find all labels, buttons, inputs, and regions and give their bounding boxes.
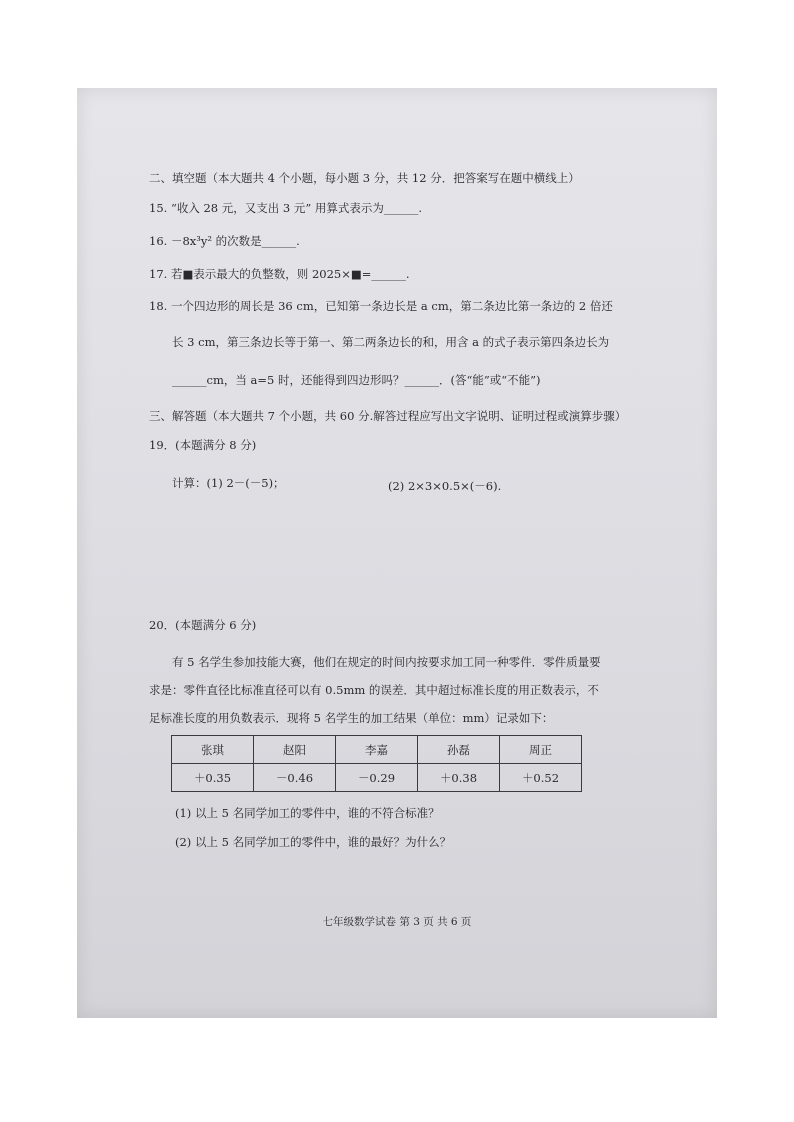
table-cell-name: 张琪	[172, 736, 254, 764]
table-cell-value: －0.46	[254, 764, 336, 792]
question-20-sub-2: (2) 以上 5 名同学加工的零件中，谁的最好？为什么？	[175, 835, 452, 849]
results-table	[171, 735, 582, 792]
table-cell-value: ＋0.38	[418, 764, 500, 792]
table-row	[172, 736, 582, 764]
table-cell-value: ＋0.52	[500, 764, 582, 792]
section3-heading: 三、解答题（本大题共 7 个小题，共 60 分.解答过程应写出文字说明、证明过程或演算步骤）	[149, 409, 627, 423]
section2-heading: 二、填空题（本大题共 4 个小题，每小题 3 分，共 12 分．把答案写在题中横线上）	[149, 171, 580, 185]
question-16: 16. －8x³y² 的次数是______.	[149, 234, 300, 248]
question-15: 15. “收入 28 元，又支出 3 元” 用算式表示为______.	[149, 201, 423, 215]
question-19-title: 19．(本题满分 8 分)	[149, 438, 257, 452]
question-18-line1: 18. 一个四边形的周长是 36 cm，已知第一条边长是 a cm，第二条边比第一条边的 2 倍还	[149, 299, 613, 313]
table-row	[172, 764, 582, 792]
exam-paper	[77, 88, 717, 1018]
question-19-calc-1: 计算：(1) 2－(－5)；	[172, 476, 285, 490]
table-cell-name: 赵阳	[254, 736, 336, 764]
question-20-line1: 有 5 名学生参加技能大赛，他们在规定的时间内按要求加工同一种零件．零件质量要	[172, 655, 601, 669]
page-footer: 七年级数学试卷 第 3 页 共 6 页	[322, 916, 472, 928]
question-20-title: 20．(本题满分 6 分)	[149, 618, 257, 632]
question-20-line3: 足标准长度的用负数表示．现将 5 名学生的加工结果（单位：mm）记录如下：	[149, 711, 554, 725]
table-cell-name: 周正	[500, 736, 582, 764]
question-20-sub-1: (1) 以上 5 名同学加工的零件中，谁的不符合标准？	[175, 806, 440, 820]
question-17: 17. 若■表示最大的负整数，则 2025×■=______.	[149, 267, 410, 281]
question-18-line3: ______cm，当 a=5 时，还能得到四边形吗？______．(答“能”或“不能”)	[172, 373, 541, 387]
table-cell-name: 李嘉	[336, 736, 418, 764]
table-cell-value: ＋0.35	[172, 764, 254, 792]
table-cell-value: －0.29	[336, 764, 418, 792]
question-20-line2: 求是：零件直径比标准直径可以有 0.5mm 的误差．其中超过标准长度的用正数表示，不	[149, 683, 599, 697]
table-cell-name: 孙磊	[418, 736, 500, 764]
question-19-calc-2: (2) 2×3×0.5×(－6).	[388, 479, 502, 493]
question-18-line2: 长 3 cm，第三条边长等于第一、第二两条边长的和，用含 a 的式子表示第四条边长为	[172, 335, 610, 349]
